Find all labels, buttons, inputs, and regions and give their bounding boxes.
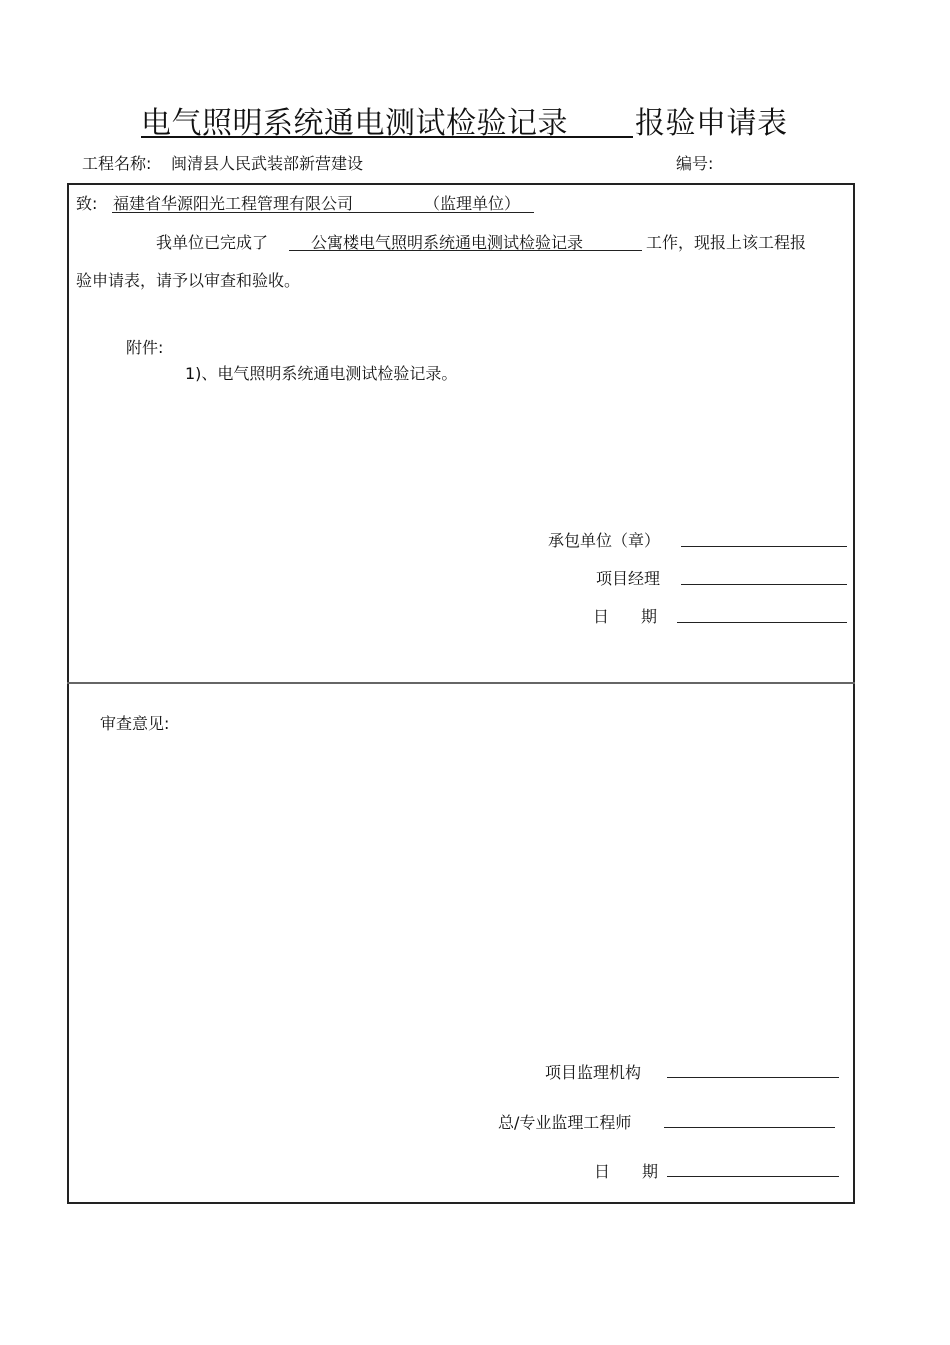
- form-frame: [67, 183, 855, 1204]
- title-underline: [141, 136, 633, 138]
- form-title-suffix: 报验申请表: [635, 106, 788, 141]
- form-title: 电气照明系统通电测试检验记录: [141, 106, 568, 141]
- supervisor-role: （监理单位）: [424, 194, 521, 213]
- attachment-item: 1)、电气照明系统通电测试检验记录。: [185, 364, 458, 383]
- body-line-2: 验申请表，请予以审查和验收。: [76, 271, 301, 290]
- body-continuation: 工作，现报上该工程报: [646, 233, 807, 252]
- contractor-date-label: 日 期: [593, 607, 658, 626]
- supervision-org-label: 项目监理机构: [545, 1063, 642, 1082]
- supervision-org-line[interactable]: [667, 1077, 839, 1078]
- attachment-label: 附件:: [126, 338, 164, 357]
- work-item: 公寓楼电气照明系统通电测试检验记录: [311, 233, 584, 252]
- to-label: 致:: [76, 194, 98, 213]
- supervisor-underline: [112, 212, 534, 213]
- contractor-seal-label: 承包单位（章）: [548, 531, 661, 550]
- supervision-date-line[interactable]: [667, 1176, 839, 1177]
- section-divider: [67, 682, 855, 684]
- supervising-engineer-line[interactable]: [664, 1127, 835, 1128]
- project-manager-line[interactable]: [681, 584, 847, 585]
- project-manager-label: 项目经理: [596, 569, 661, 588]
- contractor-seal-line[interactable]: [681, 546, 847, 547]
- review-opinion-label: 审查意见:: [100, 714, 170, 733]
- project-name: 闽清县人民武装部新营建设: [171, 154, 364, 173]
- project-name-label: 工程名称:: [82, 154, 152, 173]
- supervision-date-label: 日 期: [594, 1162, 659, 1181]
- form-number-label: 编号:: [676, 154, 714, 173]
- supervising-engineer-label: 总/专业监理工程师: [498, 1113, 632, 1132]
- contractor-date-line[interactable]: [677, 622, 847, 623]
- supervisor-org: 福建省华源阳光工程管理有限公司: [113, 194, 354, 213]
- work-item-underline: [289, 250, 642, 251]
- body-intro: 我单位已完成了: [156, 233, 269, 252]
